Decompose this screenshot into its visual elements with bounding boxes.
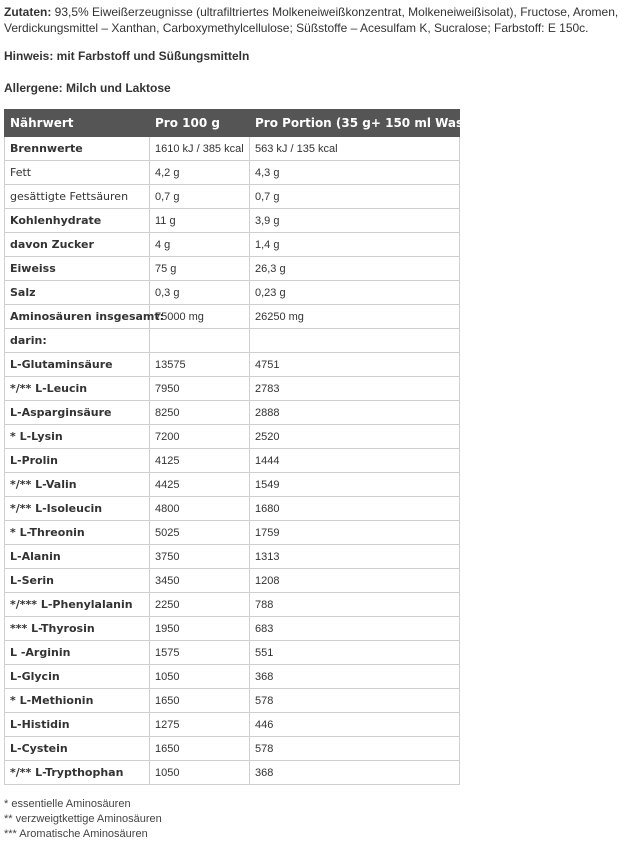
row-value-portion: 1,4 g [250,233,460,257]
row-label: davon Zucker [5,233,150,257]
table-row [5,185,460,209]
row-value-100g: 1650 [150,737,250,761]
row-label: */** L-Valin [5,473,150,497]
table-row [5,449,460,473]
row-label: Brennwerte [5,137,150,161]
table-row [5,569,460,593]
row-value-portion: 0,23 g [250,281,460,305]
row-label: L-Asparginsäure [5,401,150,425]
table-row [5,473,460,497]
row-value-100g: 1050 [150,761,250,785]
ingredients-label: Zutaten: [4,5,52,19]
table-row [5,593,460,617]
row-label: Salz [5,281,150,305]
table-row [5,497,460,521]
row-value-portion: 26250 mg [250,305,460,329]
row-value-100g: 0,3 g [150,281,250,305]
row-label: L-Cystein [5,737,150,761]
row-value-100g: 1275 [150,713,250,737]
row-label: * L-Threonin [5,521,150,545]
table-row [5,137,460,161]
row-value-portion: 683 [250,617,460,641]
row-label: */** L-Leucin [5,377,150,401]
row-value-portion: 2520 [250,425,460,449]
hinweis-note: Hinweis: mit Farbstoff und Süßungsmitteln [4,49,250,63]
table-row [5,401,460,425]
table-row [5,737,460,761]
row-value-100g: 4800 [150,497,250,521]
table-row [5,641,460,665]
row-value-portion: 4,3 g [250,161,460,185]
row-label: L-Glutaminsäure [5,353,150,377]
row-label: */** L-Trypthophan [5,761,150,785]
row-label: Fett [5,161,150,185]
row-label: darin: [5,329,150,353]
footnotes [4,797,162,842]
row-value-portion: 2783 [250,377,460,401]
row-label: Aminosäuren insgesamt: [5,305,150,329]
nutrition-table [4,109,490,785]
row-value-portion: 788 [250,593,460,617]
row-label: L-Serin [5,569,150,593]
row-value-100g: 1950 [150,617,250,641]
row-value-100g: 8250 [150,401,250,425]
row-value-portion [250,329,460,353]
row-value-portion: 563 kJ / 135 kcal [250,137,460,161]
row-value-portion: 578 [250,689,460,713]
row-value-100g: 4 g [150,233,250,257]
table-row [5,353,460,377]
row-label: L-Histidin [5,713,150,737]
row-value-portion: 446 [250,713,460,737]
ingredients-list: 93,5% Eiweißerzeugnisse (ultrafiltriertes Molkeneiweißkonzentrat, Molkeneiweißisolat), Fructose, Aromen, Verdickungsmittel – Xanthan, Carboxymethylcellulose; Süßstoffe – Acesulfam K, Sucralose; Farbstoff: E 150c. [4,5,619,35]
row-value-portion: 368 [250,665,460,689]
row-value-portion: 1444 [250,449,460,473]
row-value-100g: 1650 [150,689,250,713]
table-row [5,233,460,257]
footnote-essential: * essentielle Aminosäuren [4,798,131,810]
row-value-portion: 1313 [250,545,460,569]
table-row [5,425,460,449]
row-value-100g: 1610 kJ / 385 kcal [150,137,250,161]
row-value-100g: 1050 [150,665,250,689]
row-value-100g: 4,2 g [150,161,250,185]
row-value-100g: 5025 [150,521,250,545]
table-row [5,257,460,281]
table-row [5,209,460,233]
row-value-100g: 1575 [150,641,250,665]
table-row [5,281,460,305]
ingredients-text [4,4,636,36]
row-value-100g [150,329,250,353]
row-value-portion: 1759 [250,521,460,545]
row-value-100g: 0,7 g [150,185,250,209]
row-value-100g: 11 g [150,209,250,233]
row-value-portion: 3,9 g [250,209,460,233]
nutrition-table-body [5,137,460,785]
header-pro-100g: Pro 100 g [150,110,250,137]
row-value-100g: 13575 [150,353,250,377]
row-value-100g: 7950 [150,377,250,401]
row-label: L-Glycin [5,665,150,689]
row-label: Kohlenhydrate [5,209,150,233]
row-label: * L-Lysin [5,425,150,449]
row-value-portion: 26,3 g [250,257,460,281]
row-label: *** L-Thyrosin [5,617,150,641]
table-row [5,761,460,785]
table-row [5,617,460,641]
row-value-100g: 75 g [150,257,250,281]
row-label: gesättigte Fettsäuren [5,185,150,209]
row-value-portion: 1549 [250,473,460,497]
row-label: */** L-Isoleucin [5,497,150,521]
row-value-portion: 1680 [250,497,460,521]
row-label: * L-Methionin [5,689,150,713]
header-naehrwert: Nährwert [5,110,150,137]
table-row [5,665,460,689]
table-row [5,161,460,185]
row-value-portion: 4751 [250,353,460,377]
row-value-portion: 368 [250,761,460,785]
header-pro-portion: Pro Portion (35 g+ 150 ml Wasser) [250,110,460,137]
row-value-100g: 3450 [150,569,250,593]
row-value-portion: 0,7 g [250,185,460,209]
table-row [5,305,460,329]
row-label: L-Alanin [5,545,150,569]
row-value-portion: 1208 [250,569,460,593]
row-label: Eiweiss [5,257,150,281]
row-label: L -Arginin [5,641,150,665]
table-row [5,329,460,353]
footnote-branched: ** verzweigtkettige Aminosäuren [4,813,162,825]
row-value-100g: 2250 [150,593,250,617]
row-label: */*** L-Phenylalanin [5,593,150,617]
table-row [5,545,460,569]
row-value-100g: 4425 [150,473,250,497]
table-row [5,713,460,737]
table-row [5,521,460,545]
row-value-portion: 578 [250,737,460,761]
allergene-note: Allergene: Milch und Laktose [4,81,171,95]
row-value-100g: 4125 [150,449,250,473]
row-value-portion: 551 [250,641,460,665]
row-value-100g: 7200 [150,425,250,449]
nutrition-header-row [5,110,460,137]
row-value-100g: 3750 [150,545,250,569]
table-row [5,689,460,713]
row-value-100g: 75000 mg [150,305,250,329]
row-value-portion: 2888 [250,401,460,425]
table-row [5,377,460,401]
row-label: L-Prolin [5,449,150,473]
footnote-aromatic: *** Aromatische Aminosäuren [4,828,148,840]
